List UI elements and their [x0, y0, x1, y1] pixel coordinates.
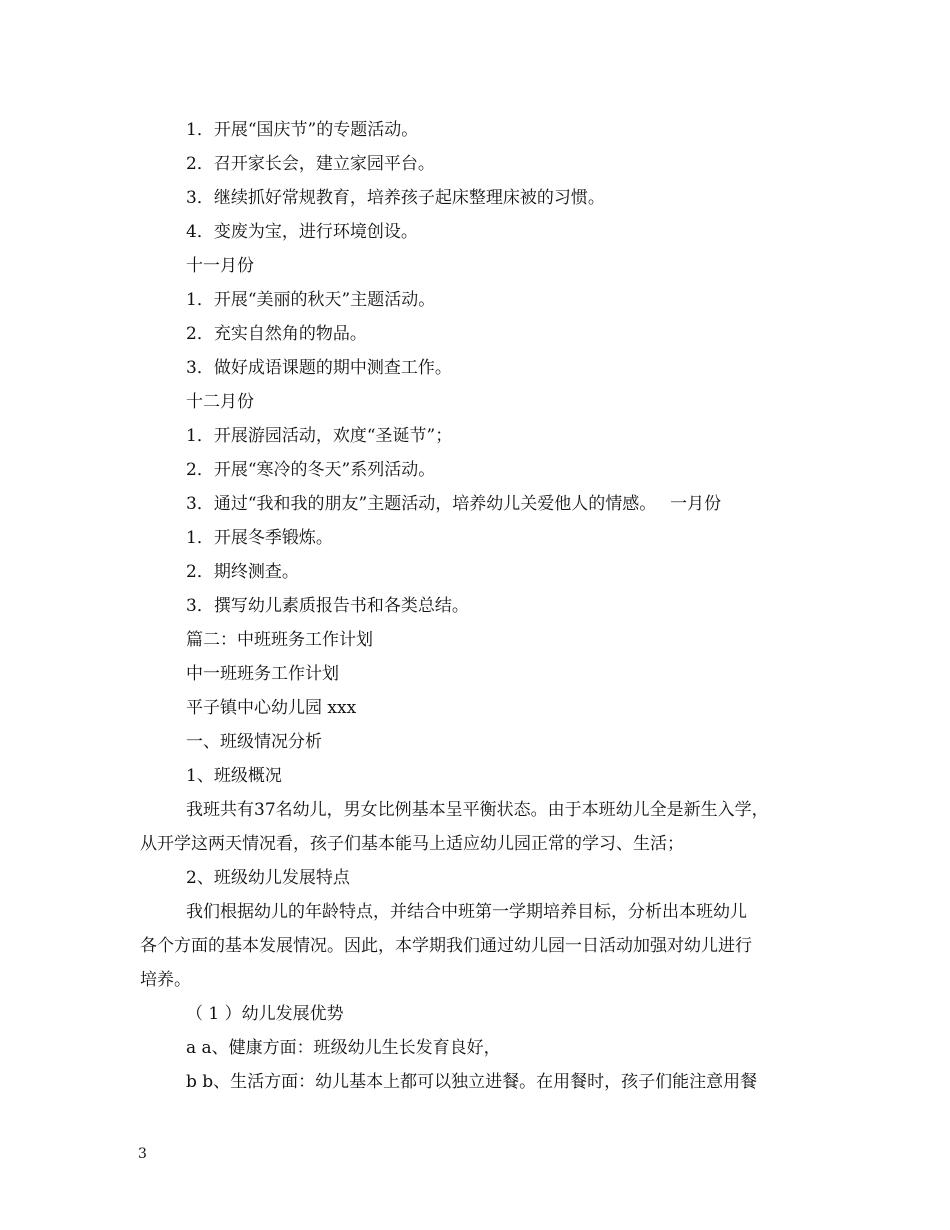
section-heading: 十一月份 [186, 256, 254, 276]
text-line: 1．开展“国庆节”的专题活动。 [186, 120, 419, 140]
text-line: 1．开展冬季锻炼。 [186, 528, 333, 548]
text-line: 3．继续抓好常规教育，培养孩子起床整理床被的习惯。 [186, 188, 605, 208]
section-heading: 十二月份 [186, 392, 254, 412]
text-line: a a、健康方面：班级幼儿生长发育良好， [186, 1038, 501, 1058]
text-line: b b、生活方面：幼儿基本上都可以独立进餐。在用餐时，孩子们能注意用餐 [186, 1072, 758, 1092]
text-line: 3．撰写幼儿素质报告书和各类总结。 [186, 596, 469, 616]
text-line: 1．开展“美丽的秋天”主题活动。 [186, 290, 436, 310]
paragraph-line: 培养。 [140, 970, 191, 990]
section-heading: 篇二：中班班务工作计划 [186, 630, 373, 650]
text-line: 2．开展“寒冷的冬天”系列活动。 [186, 460, 436, 480]
section-heading: 一、班级情况分析 [186, 732, 322, 752]
subsection-heading: 1、班级概况 [186, 766, 282, 786]
document-title: 中一班班务工作计划 [186, 664, 339, 684]
paragraph-line: 从开学这两天情况看，孩子们基本能马上适应幼儿园正常的学习、生活； [140, 834, 684, 854]
paragraph-line: 我班共有37名幼儿，男女比例基本呈平衡状态。由于本班幼儿全是新生入学， [186, 800, 769, 820]
text-line: 4．变废为宝，进行环境创设。 [186, 222, 418, 242]
subsection-heading: 2、班级幼儿发展特点 [186, 868, 350, 888]
text-line: 2．期终测查。 [186, 562, 299, 582]
paragraph-line: 各个方面的基本发展情况。因此，本学期我们通过幼儿园一日活动加强对幼儿进行 [140, 936, 752, 956]
text-line: 3．通过“我和我的朋友”主题活动，培养幼儿关爱他人的情感。 一月份 [186, 494, 722, 514]
text-line: 3．做好成语课题的期中测查工作。 [186, 358, 452, 378]
subsection-heading: （ 1 ）幼儿发展优势 [186, 1004, 344, 1024]
author-line: 平子镇中心幼儿园 xxx [186, 698, 357, 718]
page-number: 3 [138, 1146, 147, 1162]
text-line: 2．召开家长会，建立家园平台。 [186, 154, 435, 174]
paragraph-line: 我们根据幼儿的年龄特点，并结合中班第一学期培养目标，分析出本班幼儿 [186, 902, 747, 922]
text-line: 1．开展游园活动，欢度“圣诞节”； [186, 426, 453, 446]
text-line: 2．充实自然角的物品。 [186, 324, 367, 344]
